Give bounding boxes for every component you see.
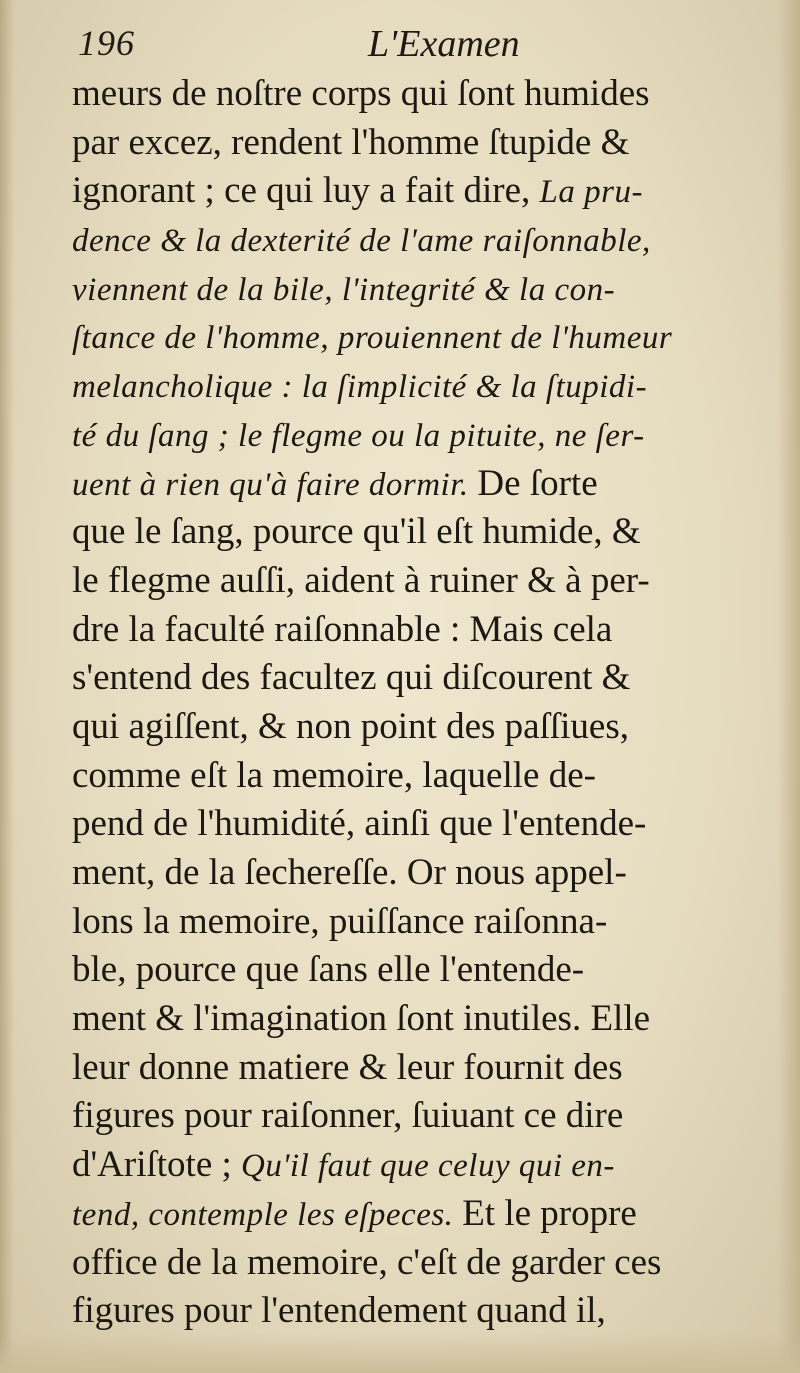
italic-text-segment: ſtance de l'homme, prouiennent de l'humeur bbox=[72, 320, 673, 357]
italic-text-segment: La pru- bbox=[539, 174, 643, 211]
running-head: L'Examen bbox=[368, 23, 520, 65]
text-segment: De ſorte bbox=[477, 462, 598, 504]
italic-text-segment: té du ſang ; le flegme ou la pituite, ne ſer- bbox=[72, 417, 645, 454]
page-edge-shadow-bottom bbox=[0, 1333, 800, 1373]
text-line bbox=[72, 557, 792, 606]
text-segment: s'entend des facultez qui diſcourent & bbox=[72, 657, 631, 699]
text-segment: par excez, rendent l'homme ſtupide & bbox=[72, 121, 630, 163]
page-number: 196 bbox=[78, 23, 135, 63]
page-header bbox=[78, 22, 778, 74]
text-segment: office de la memoire, c'eſt de garder ces bbox=[72, 1241, 662, 1283]
text-line bbox=[72, 800, 792, 849]
text-segment: lons la memoire, puiſſance raiſonna- bbox=[72, 900, 608, 942]
text-line bbox=[72, 508, 792, 557]
text-line bbox=[72, 995, 792, 1044]
italic-text-segment: tend, contemple les eſpeces. bbox=[72, 1196, 463, 1233]
text-segment: ment, de la ſechereſſe. Or nous appel- bbox=[72, 852, 627, 893]
body-text bbox=[72, 70, 792, 1336]
text-segment: leur donne matiere & leur fournit des bbox=[72, 1046, 623, 1088]
text-segment: ment & l'imagination ſont inutiles. Elle bbox=[72, 998, 651, 1040]
text-segment: meurs de noſtre corps qui ſont humides bbox=[72, 73, 650, 114]
text-line bbox=[72, 654, 792, 703]
text-line bbox=[72, 1092, 792, 1141]
text-line bbox=[72, 313, 792, 362]
text-line bbox=[72, 119, 792, 168]
text-segment: pend de l'humidité, ainſi que l'entende- bbox=[72, 803, 647, 845]
italic-text-segment: melancholique : la ſimplicité & la ſtupidi- bbox=[72, 369, 648, 406]
text-line bbox=[72, 849, 792, 898]
page-edge-shadow-left bbox=[0, 0, 14, 1373]
text-segment: qui agiſſent, & non point des paſſiues, bbox=[72, 705, 629, 747]
text-segment: figures pour raiſonner, ſuiuant ce dire bbox=[72, 1095, 624, 1137]
italic-text-segment: Qu'il faut que celuy qui en- bbox=[241, 1148, 615, 1185]
italic-text-segment: uent à rien qu'à faire dormir. bbox=[72, 466, 478, 503]
text-line bbox=[72, 70, 792, 119]
text-segment: que le ſang, pource qu'il eſt humide, & bbox=[72, 511, 641, 553]
text-line bbox=[72, 1141, 792, 1190]
italic-text-segment: viennent de la bile, l'integrité & la con- bbox=[72, 271, 616, 308]
text-segment: figures pour l'entendement quand il, bbox=[72, 1290, 606, 1332]
text-line bbox=[72, 362, 792, 411]
text-line bbox=[72, 1190, 792, 1239]
text-segment: le flegme auſſi, aident à ruiner & à per- bbox=[72, 559, 650, 601]
text-line bbox=[72, 752, 792, 801]
text-segment: ble, pource que ſans elle l'entende- bbox=[72, 949, 585, 991]
text-line bbox=[72, 1287, 792, 1336]
text-line bbox=[72, 898, 792, 947]
text-line bbox=[72, 1044, 792, 1093]
text-segment: Et le propre bbox=[462, 1192, 637, 1234]
text-line bbox=[72, 946, 792, 995]
text-line bbox=[72, 703, 792, 752]
text-segment: d'Ariſtote ; bbox=[72, 1144, 242, 1186]
text-line bbox=[72, 216, 792, 265]
text-line bbox=[72, 460, 792, 509]
text-line bbox=[72, 265, 792, 314]
text-line bbox=[72, 167, 792, 216]
text-line bbox=[72, 411, 792, 460]
text-segment: comme eſt la memoire, laquelle de- bbox=[72, 754, 596, 796]
text-segment: ignorant ; ce qui luy a fait dire, bbox=[72, 170, 540, 212]
text-line bbox=[72, 1239, 792, 1288]
text-segment: dre la faculté raiſonnable : Mais cela bbox=[72, 608, 613, 650]
text-line bbox=[72, 606, 792, 655]
italic-text-segment: dence & la dexterité de l'ame raiſonnable, bbox=[72, 223, 651, 260]
